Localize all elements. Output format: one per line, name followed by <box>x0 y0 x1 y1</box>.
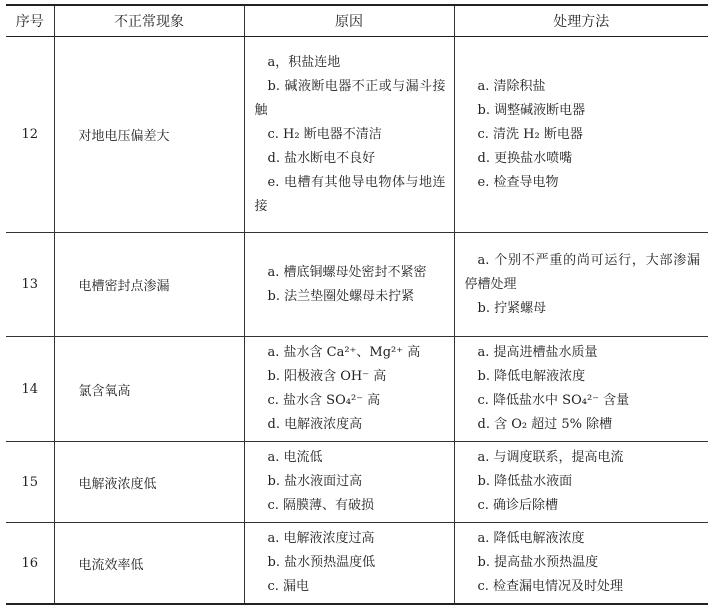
cause-item: b. 盐水预热温度低 <box>267 555 376 570</box>
method-item: c. 清洗 H₂ 断电器 <box>477 126 583 142</box>
cause-item: a，积盐连地 <box>267 54 341 70</box>
table-row <box>6 442 708 523</box>
row-methods <box>454 523 708 605</box>
row-causes <box>244 233 454 337</box>
header-no: 序号 <box>6 5 54 37</box>
row-phenomenon: 对地电压偏差大 <box>54 37 244 233</box>
cause-item: d. 盐水断电不良好 <box>267 150 376 166</box>
row-causes <box>244 523 454 605</box>
cause-item: b. 盐水液面过高 <box>267 474 363 489</box>
method-item: a. 个别不严重的尚可运行，大部渗漏停槽处理 <box>464 252 700 292</box>
cause-item: a. 电流低 <box>267 450 323 465</box>
cause-item: d. 电解液浓度高 <box>267 417 363 432</box>
row-methods <box>454 37 708 233</box>
cause-item: e. 电槽有其他导电物体与地连接 <box>254 174 446 214</box>
row-number: 15 <box>6 442 54 523</box>
method-item: c. 检查漏电情况及时处理 <box>477 579 624 594</box>
cause-item: c. 漏电 <box>267 579 310 594</box>
method-item: a. 降低电解液浓度 <box>477 531 585 546</box>
header-method: 处理方法 <box>454 5 708 37</box>
method-item: a. 清除积盐 <box>477 78 546 94</box>
header-row <box>6 5 708 37</box>
cause-item: a. 盐水含 Ca²⁺、Mg²⁺ 高 <box>267 345 421 360</box>
row-causes <box>244 37 454 233</box>
cause-item: b. 法兰垫圈处螺母未拧紧 <box>267 288 415 304</box>
cause-item: b. 阳极液含 OH⁻ 高 <box>267 369 387 384</box>
row-number: 14 <box>6 337 54 442</box>
row-phenomenon: 氯含氧高 <box>54 337 244 442</box>
row-methods <box>454 442 708 523</box>
troubleshooting-table <box>6 4 708 605</box>
method-item: b. 降低盐水液面 <box>477 474 573 489</box>
header-phenomenon: 不正常现象 <box>54 5 244 37</box>
cause-item: c. 隔膜薄、有破损 <box>267 498 375 513</box>
cause-item: c. H₂ 断电器不清洁 <box>267 126 382 142</box>
table-row <box>6 233 708 337</box>
table-row <box>6 337 708 442</box>
method-item: b. 调整碱液断电器 <box>477 102 586 118</box>
cause-item: a. 槽底铜螺母处密封不紧密 <box>267 264 427 280</box>
method-item: e. 检查导电物 <box>477 174 559 190</box>
cause-item: a. 电解液浓度过高 <box>267 531 375 546</box>
method-item: b. 拧紧螺母 <box>477 300 547 316</box>
row-number: 13 <box>6 233 54 337</box>
cause-item: b. 碱液断电器不正或与漏斗接触 <box>254 78 446 118</box>
method-item: a. 提高进槽盐水质量 <box>477 345 598 360</box>
row-causes <box>244 337 454 442</box>
table-row <box>6 37 708 233</box>
row-phenomenon: 电流效率低 <box>54 523 244 605</box>
method-item: b. 提高盐水预热温度 <box>477 555 599 570</box>
header-cause: 原因 <box>244 5 454 37</box>
method-item: c. 降低盐水中 SO₄²⁻ 含量 <box>477 393 630 408</box>
row-phenomenon: 电解液浓度低 <box>54 442 244 523</box>
method-item: b. 降低电解液浓度 <box>477 369 586 384</box>
row-phenomenon: 电槽密封点渗漏 <box>54 233 244 337</box>
cause-item: c. 盐水含 SO₄²⁻ 高 <box>267 393 381 408</box>
method-item: d. 含 O₂ 超过 5% 除槽 <box>477 417 613 432</box>
method-item: d. 更换盐水喷嘴 <box>477 150 573 166</box>
table-row <box>6 523 708 605</box>
row-methods <box>454 337 708 442</box>
row-causes <box>244 442 454 523</box>
row-methods <box>454 233 708 337</box>
row-number: 16 <box>6 523 54 605</box>
method-item: a. 与调度联系，提高电流 <box>477 450 624 465</box>
row-number: 12 <box>6 37 54 233</box>
method-item: c. 确诊后除槽 <box>477 498 559 513</box>
